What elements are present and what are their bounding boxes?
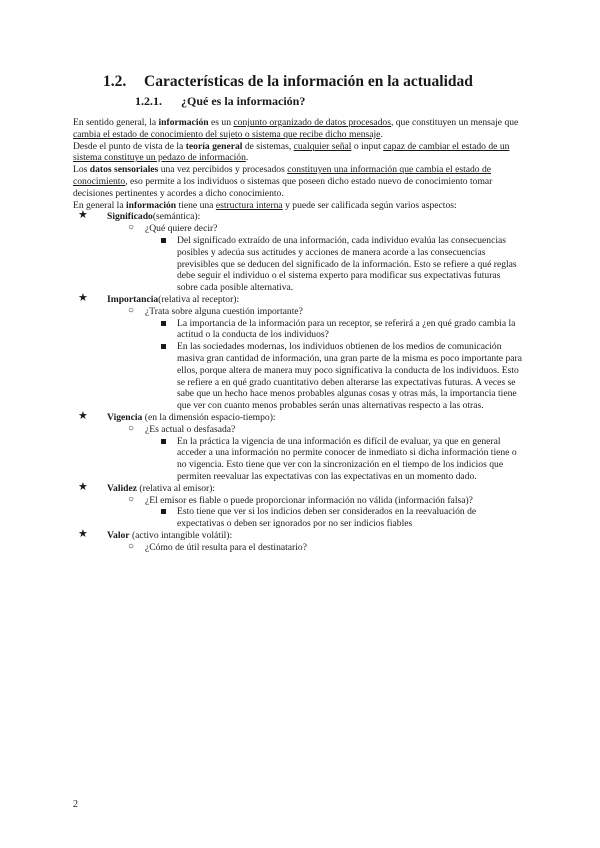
subsection-title: ¿Qué es la información?	[181, 94, 306, 108]
paragraph-1: En sentido general, la información es un conjunto organizado de datos procesados, que constituyen un mensaje que cambia el estado de conocimiento del sujeto o sistema que recibe dicho mensaje.	[73, 117, 519, 140]
subsection-heading	[135, 94, 305, 109]
aspect-point: Del significado extraído de una información, cada individuo evalúa las consecuencias posibles y adecúa sus actitudes y acciones de manera acorde a las consecuencias previsibles que se deducen del significado de la información. Esto se refiere a qué reglas debe seguir el individuo o el sistema experto para modificar sus expectativas futuras sobre cada posible alternativa.	[73, 235, 523, 294]
aspect-item: ★ Valor (activo intangible volátil): ○ ¿Cómo de útil resulta para el destinatario?	[73, 530, 523, 554]
aspect-question: ○ ¿Es actual o desfasada? En la práctica la vigencia de una información es difícil de evaluar, ya que en general acceder a una información no permite conocer de inmediato si dicha información tiene o no vigencia. Esto tiene que ver con la sincronización en el tiempo de los indicios que permiten reevaluar las expectativas con las expectativas en un momento dado.	[73, 424, 523, 483]
body-text	[73, 117, 523, 553]
aspect-point: La importancia de la información para un receptor, se referirá a ¿en qué grado cambia la actitud o la conducta de los individuos?	[73, 318, 523, 342]
star-bullet-icon: ★	[78, 527, 88, 540]
paragraph-4: En general la información tiene una estructura interna y puede ser calificada según varios aspectos:	[73, 199, 457, 211]
square-bullet-icon	[161, 344, 166, 349]
aspect-item: ★ Importancia(relativa al receptor): ○ ¿Trata sobre alguna cuestión importante? La importancia de la información para un receptor, se referirá a ¿en qué grado cambia la actitud o la conducta de los individuos? En las sociedades modernas, los individuos obtienen de los medios de comunicación masiva gran cantidad de información, una gran parte de la misma es poco importante para ellos, porque altera de manera muy poco significativa la conducta de los individuos. Esto se refiere a en qué grado cuantitativo deben alterarse las expectativas futuras. A veces se sabe que un hecho hace menos probables algunas cosas y otras más, la importancia tiene que ver con cuanto menos probables serán unas alternativas respecto a las otras.	[73, 294, 523, 412]
circle-bullet-icon: ○	[128, 304, 135, 316]
circle-bullet-icon: ○	[128, 540, 135, 552]
section-title: Características de la información en la actualidad	[144, 73, 473, 90]
star-bullet-icon: ★	[78, 409, 88, 422]
square-bullet-icon	[161, 238, 166, 243]
page-number: 2	[73, 799, 78, 810]
aspect-point: Esto tiene que ver si los indicios deben ser considerados en la reevaluación de expectativas o deben ser ignorados por no ser indicios fiables	[73, 506, 523, 530]
aspect-item: ★ Vigencia (en la dimensión espacio-tiempo): ○ ¿Es actual o desfasada? En la práctica la vigencia de una información es difícil de evaluar, ya que en general acceder a una información no permite conocer de inmediato si dicha información tiene o no vigencia. Esto tiene que ver con la sincronización en el tiempo de los indicios que permiten reevaluar las expectativas con las expectativas en un momento dado.	[73, 412, 523, 483]
subsection-number: 1.2.1.	[135, 94, 162, 108]
circle-bullet-icon: ○	[128, 493, 135, 505]
aspect-item: ★ Significado(semántica): ○ ¿Qué quiere decir? Del significado extraído de una información, cada individuo evalúa las consecuencias posibles y adecúa sus actitudes y acciones de manera acorde a las consecuencias previsibles que se deducen del significado de la información. Esto se refiere a qué reglas debe seguir el individuo o el sistema experto para modificar sus expectativas futuras sobre cada posible alternativa.	[73, 211, 523, 294]
circle-bullet-icon: ○	[128, 422, 135, 434]
square-bullet-icon	[161, 509, 166, 514]
aspects-list	[73, 211, 523, 553]
circle-bullet-icon: ○	[128, 222, 135, 234]
section-heading	[103, 73, 473, 91]
section-number: 1.2.	[103, 73, 127, 90]
aspect-question: ○ ¿Trata sobre alguna cuestión importante? La importancia de la información para un receptor, se referirá a ¿en qué grado cambia la actitud o la conducta de los individuos? En las sociedades modernas, los individuos obtienen de los medios de comunicación masiva gran cantidad de información, una gran parte de la misma es poco importante para ellos, porque altera de manera muy poco significativa la conducta de los individuos. Esto se refiere a en qué grado cuantitativo deben alterarse las expectativas futuras. A veces se sabe que un hecho hace menos probables algunas cosas y otras más, la importancia tiene que ver con cuanto menos probables serán unas alternativas respecto a las otras.	[73, 306, 523, 412]
paragraph-2: Desde el punto de vista de la teoría general de sistemas, cualquier señal o input capaz de cambiar el estado de un sistema constituye un pedazo de información.	[73, 140, 510, 164]
aspect-question: ○ ¿El emisor es fiable o puede proporcionar información no válida (información falsa)? Esto tiene que ver si los indicios deben ser considerados en la reevaluación de expectativas o deben ser ignorados por no ser indicios fiables	[73, 495, 523, 530]
aspect-item: ★ Validez (relativa al emisor): ○ ¿El emisor es fiable o puede proporcionar información no válida (información falsa)? Esto tiene que ver si los indicios deben ser considerados en la reevaluación de expectativas o deben ser ignorados por no ser indicios fiables	[73, 483, 523, 530]
star-bullet-icon: ★	[78, 480, 88, 493]
star-bullet-icon: ★	[78, 209, 88, 222]
square-bullet-icon	[161, 321, 166, 326]
square-bullet-icon	[161, 439, 166, 444]
aspect-question: ○ ¿Cómo de útil resulta para el destinatario?	[128, 540, 307, 553]
paragraph-3: Los datos sensoriales una vez percibidos y procesados constituyen una información que cambia el estado de conocimiento, eso permite a los individuos o sistemas que poseen dicho estado nuevo de conocimiento tomar decisiones pertinentes y acordes a dicho conocimiento.	[73, 164, 493, 199]
aspect-point: En la práctica la vigencia de una información es difícil de evaluar, ya que en general acceder a una información no permite conocer de inmediato si dicha información tiene o no vigencia. Esto tiene que ver con la sincronización en el tiempo de los indicios que permiten reevaluar las expectativas con las expectativas en un momento dado.	[73, 436, 523, 483]
star-bullet-icon: ★	[78, 291, 88, 304]
aspect-question: ○ ¿Qué quiere decir? Del significado extraído de una información, cada individuo evalúa las consecuencias posibles y adecúa sus actitudes y acciones de manera acorde a las consecuencias previsibles que se deducen del significado de la información. Esto se refiere a qué reglas debe seguir el individuo o el sistema experto para modificar sus expectativas futuras sobre cada posible alternativa.	[73, 223, 523, 294]
aspect-point: En las sociedades modernas, los individuos obtienen de los medios de comunicación masiva gran cantidad de información, una gran parte de la misma es poco importante para ellos, porque altera de manera muy poco significativa la conducta de los individuos. Esto se refiere a en qué grado cuantitativo deben alterarse las expectativas futuras. A veces se sabe que un hecho hace menos probables algunas cosas y otras más, la importancia tiene que ver con cuanto menos probables serán unas alternativas respecto a las otras.	[73, 341, 523, 412]
